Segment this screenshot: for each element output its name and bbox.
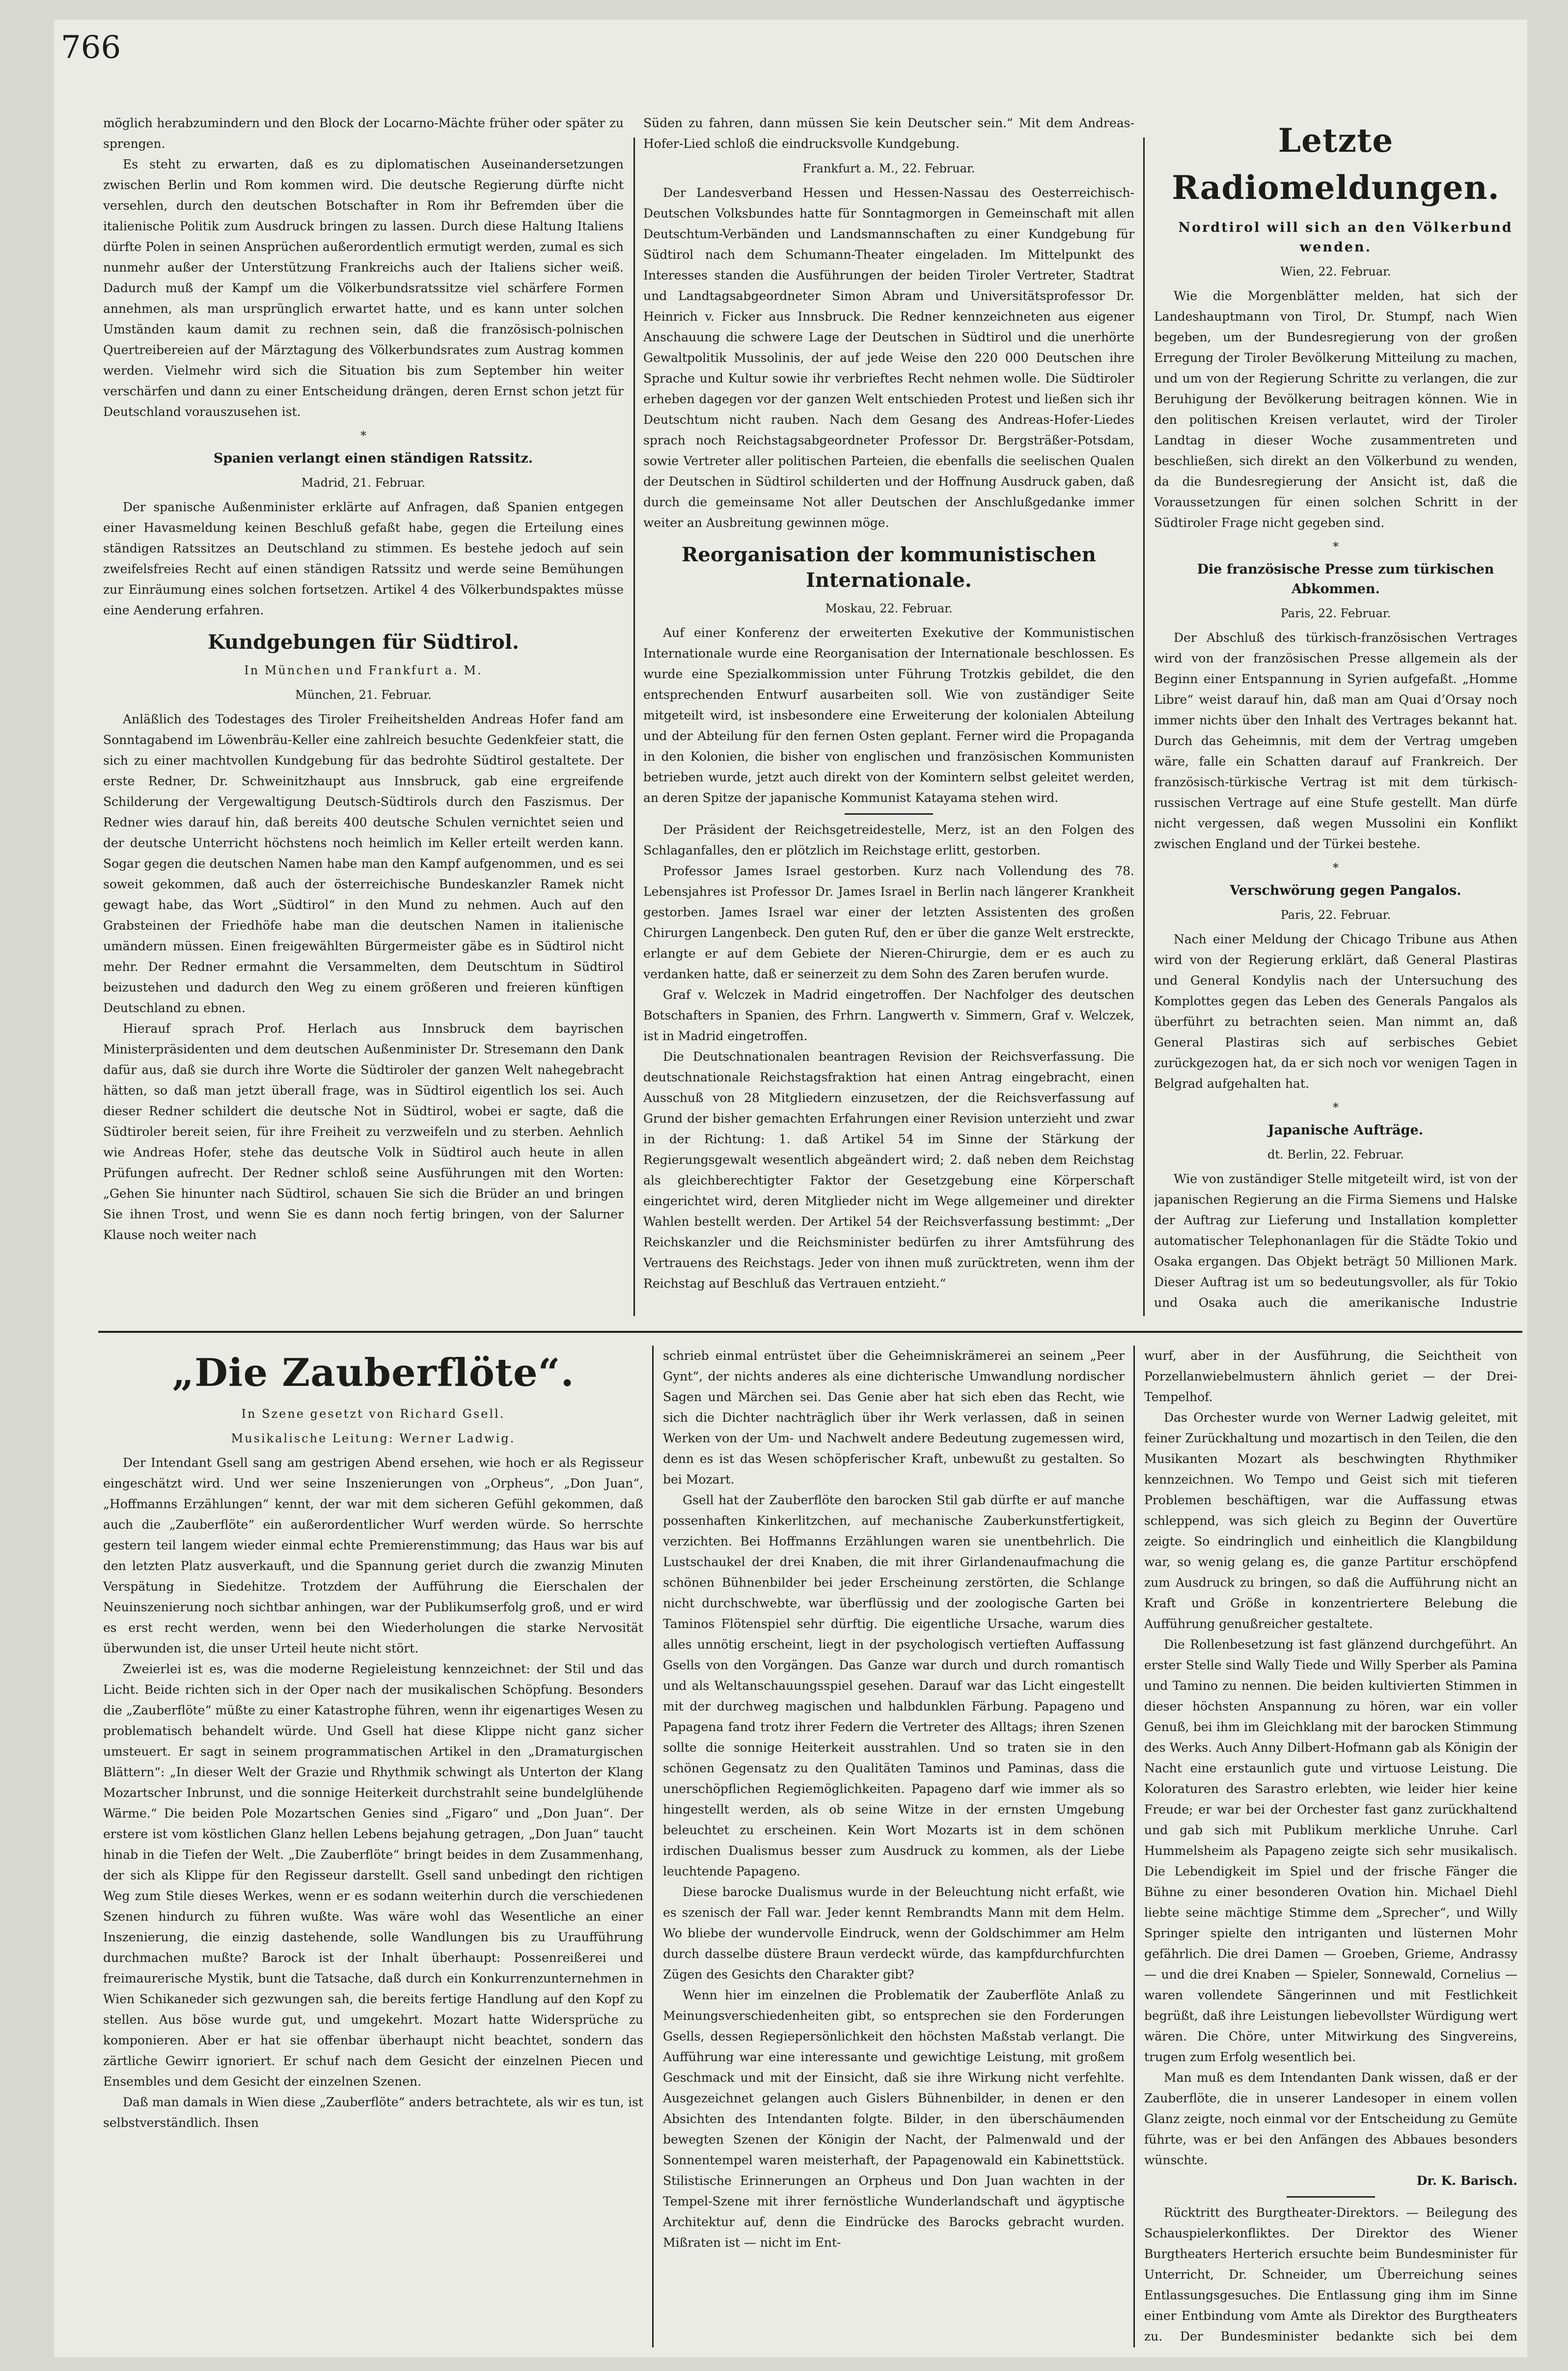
feuilleton-rule <box>98 1331 1522 1333</box>
section-title-radiomeldungen: Letzte Radiomeldungen. <box>1172 121 1500 207</box>
paragraph: wurf, aber in der Ausführung, die Seichtheit von Porzellanwiebelmustern ähnlich geriet — der Drei-Tempelhof. <box>1144 1349 1517 1404</box>
paragraph: Süden zu fahren, dann müssen Sie kein Deutscher sein.“ Mit dem Andreas-Hofer-Lied schloß die eindrucksvolle Kundgebung. <box>643 116 1134 151</box>
paragraph: Es steht zu erwarten, daß es zu diplomatischen Auseinandersetzungen zwischen Berlin und Rom kommen wird. Die deutsche Regierung dürfte nicht versehlen, durch den deutschen Botschafter in Rom ihr Befremden über die italienische Politik zum Ausdruck bringen zu lassen. Durch diese Haltung Italiens dürfte Polen in seinen Ansprüchen außerordentlich ermutigt werden, zumal es sich nunmehr außer der Unterstützung Frankreichs auch der Italiens sicher weiß. Dadurch muß der Kampf um die Völkerbundsratssitze viel schärfere Formen annehmen, als man ursprünglich erwartet hatte, und es kann unter solchen Umständen kaum damit zu rechnen sein, daß die französisch-polnischen Quertreibereien auf der Märztagung des Völkerbundsrates zum Austrag kommen werden. Vielmehr wird sich die Situation bis zum September hin weiter verschärfen und dann zu einer Entscheidung drängen, deren Ernst schon jetzt für Deutschland vorauszusehen ist. <box>103 157 624 419</box>
news-title: Verschwörung gegen Pangalos. <box>1230 883 1461 898</box>
feuilleton-column-3 <box>1144 1346 1517 2347</box>
article-title-kundgebungen: Kundgebungen für Südtirol. <box>208 631 519 654</box>
dateline: Paris, 22. Februar. <box>1280 908 1391 922</box>
paragraph: Graf v. Welczek in Madrid eingetroffen. Der Nachfolger des deutschen Botschafters in Spanien, des Frhrn. Langwerth v. Simmern, Graf v. Welczek, ist in Madrid eingetroffen. <box>643 988 1134 1043</box>
paragraph: Die Deutschnationalen beantragen Revision der Reichsverfassung. Die deutschnationale Reichstagsfraktion hat einen Antrag eingebracht, einen Ausschuß von 28 Mitgliedern einzusetzen, der die Reichsverfassung auf Grund der bisher gemachten Erfahrungen einer Revision unterzieht und zwar in der Richtung: 1. daß Artikel 54 im Sinne der Stärkung der Regierungsgewalt wesentlich abgeändert wird; 2. daß neben dem Reichstag als gleichberechtigter Faktor der Gesetzgebung eine Körperschaft eingerichtet wird, deren Mitglieder nicht im Wege allgemeiner und direkter Wahlen bestellt werden. Der Artikel 54 der Reichsverfassung bestimmt: „Der Reichskanzler und die Reichsminister bedürfen zu ihrer Amtsführung des Vertrauens des Reichstags. Jeder von ihnen muß zurücktreten, wenn ihm der Reichstag auf Beschluß das Vertrauen entzieht.“ <box>643 1049 1134 1291</box>
column-2 <box>643 113 1134 1311</box>
paragraph: Die Rollenbesetzung ist fast glänzend durchgeführt. An erster Stelle sind Wally Tiede und Willy Sperber als Pamina und Tamino zu nennen. Die beiden kultivierten Stimmen in dieser höchsten Anspannung zu hören, war ein voller Genuß, bei ihm im Gleichklang mit der barocken Stimmung des Werks. Auch Anny Dilbert-Hofmann gab als Königin der Nacht eine erstaunlich gute und virtuose Leistung. Die Koloraturen des Sarastro erlebten, wie leider hier keine Freude; er war bei der Orchester fast ganz zurückhaltend und gab sich mit Publikum merkliche Unruhe. Carl Hummelsheim als Papageno zeigte sich sehr musikalisch. Die Lebendigkeit im Spiel und der frische Fänger die Bühne zu einer besonderen Ovation hin. Michael Diehl liebte seine mächtige Stimme dem „Sprecher“, und Willy Springer spielte den intriganten und lüsternen Mohr gefährlich. Die drei Damen — Groeben, Grieme, Andrassy — und die drei Knaben — Spieler, Sonnewald, Cornelius — waren vollendete Sängerinnen und mit Festlichkeit begrüßt, daß ihre Leistungen liebevollster Würdigung wert wären. Die Chöre, unter Mitwirkung des Singvereins, trugen zum Erfolg wesentlich bei. <box>1144 1637 1517 2064</box>
feuilleton-title: „Die Zauberflöte“. <box>172 1351 575 1395</box>
dateline: Paris, 22. Februar. <box>1280 607 1391 620</box>
paragraph: Der Landesverband Hessen und Hessen-Nassau des Oesterreichisch-Deutschen Volksbundes hatte für Sonntagmorgen in Gemeinschaft mit allen Deutschtum-Verbänden und Landsmannschaften zu einer Kundgebung für Südtirol nach dem Schumann-Theater eingeladen. Im Mittelpunkt des Interesses standen die Ausführungen der beiden Tiroler Vertreter, Stadtrat und Landtagsabgeordneter Simon Abram und Universitätsprofessor Dr. Heinrich v. Ficker aus Innsbruck. Die Redner kennzeichneten aus eigener Anschauung die schwere Lage der Deutschen in Südtirol und die unerhörte Gewaltpolitik Mussolinis, der auf jede Weise den 220 000 Deutschen ihre Sprache und Kultur sowie ihr verbrieftes Recht nehmen wolle. Die Südtiroler erheben dagegen vor der ganzen Welt entschieden Protest und ließen sich ihr Deutschtum nicht rauben. Nach dem Gesang des Andreas-Hofer-Liedes sprach noch Reichstagsabgeordneter Professor Dr. Bergsträßer-Potsdam, sowie Vertreter aller politischen Parteien, die ebenfalls die seelischen Qualen der Deutschen in Südtirol schilderten und der Hoffnung Ausdruck gaben, daß durch die gemeinsame Not aller Deutschen der Anschlußgedanke immer weiter an Ausbreitung gewinnen möge. <box>643 186 1134 530</box>
dateline: Frankfurt a. M., 22. Februar. <box>802 162 975 175</box>
paragraph: Das Orchester wurde von Werner Ladwig geleitet, mit feiner Zurückhaltung und mozartisch in den Teilen, die den Musikanten Mozart als beschwingten Rhythmiker kennzeichnen. Wo Tempo und Geist sich mit tieferen Problemen beschäftigen, war die Auffassung etwas schleppend, was sich gleich zu Beginn der Ouvertüre zeigte. So eindringlich und einheitlich die Klangbildung war, so wenig gelang es, die ganze Partitur erschöpfend zum Ausdruck zu bringen, so daß die Aufführung nicht an Kraft und Größe in konzentriertere Belebung die Aufführung genußreicher gestaltete. <box>1144 1410 1517 1631</box>
paragraph: Zweierlei ist es, was die moderne Regieleistung kennzeichnet: der Stil und das Licht. Beide richten sich in der Oper nach der musikalischen Schöpfung. Besonders die „Zauberflöte“ müßte zu einer Katastrophe führen, wenn ihr eigenartiges Wesen zu problematisch behandelt würde. Und Gsell hat diese Klippe nicht ganz sicher umsteuert. Er sagt in seinem programmatischen Artikel in den „Dramaturgischen Blättern“: „In dieser Welt der Grazie und Rhythmik schwingt als Unterton der Klang Mozartscher Inbrunst, und die sonnige Heiterkeit durchstrahlt seine bundelglühende Wärme.“ Die beiden Pole Mozartschen Genies sind „Figaro“ und „Don Juan“. Der erstere ist vom köstlichen Glanz hellen Lebens bejahung getragen, „Don Juan“ taucht hinab in die Tiefen der Welt. „Die Zauberflöte“ bringt beides in dem Zusammenhang, der sich als Klippe für den Regisseur darstellt. Gsell sand unbedingt den richtigen Weg zum Stile dieses Werkes, wenn er es sodann weiterhin durch die verschiedenen Szenen hindurch zu führen wußte. Was wäre wohl das Wesentliche an einer Inszenierung, die einzig dastehende, solle Wandlungen bis zu Uraufführung durchmachen mußte? Barock ist der Inhalt überhaupt: Possenreißerei und freimaurerische Mystik, bunt die Tatsache, daß durch ein Konkurrenzunternehmen in Wien Schikaneder sich gezwungen sah, die bereits fertige Handlung auf den Kopf zu stellen. Aus böse wurde gut, und umgekehrt. Mozart hatte Widersprüche zu komponieren. Aber er hat sie offenbar überhaupt nicht beachtet, sondern das zärtliche Gewirr ignoriert. Er schuf nach dem Gesicht der einzelnen Piecen und Ensembles und dem Gesicht der einzelnen Szenen. <box>103 1662 643 2089</box>
news-title: Japanische Aufträge. <box>1267 1123 1424 1138</box>
paragraph: Der spanische Außenminister erklärte auf Anfragen, daß Spanien entgegen einer Havasmeldung keinen Beschluß gefaßt habe, gegen die Erteilung eines ständigen Ratssitzes an Deutschland zu stimmen. Es bestehe jedoch auf sein zweifelsfreies Recht auf einen ständigen Ratssitz und werde seine Bemühungen zur Einräumung eines solchen fortsetzen. Artikel 4 des Völkerbundspaktes müsse eine Aenderung erfahren. <box>103 500 624 617</box>
news-title: Nordtirol will sich an den Völkerbund wenden. <box>1178 220 1513 255</box>
credit: Musikalische Leitung: Werner Ladwig. <box>231 1432 516 1445</box>
feuilleton-column-1 <box>103 1346 643 2347</box>
paragraph: Wie die Morgenblätter melden, hat sich der Landeshauptmann von Tirol, Dr. Stumpf, nach Wien begeben, um der Bundesregierung von der großen Erregung der Tiroler Bevölkerung Mitteilung zu machen, und um von der Regierung Schritte zu verlangen, die zur Beruhigung der Bevölkerung beitragen können. Wie in den politischen Kreisen verlautet, wird der Tiroler Landtag in dieser Woche zusammentreten und beschließen, sich direkt an den Völkerbund zu wenden, da die Bundesregierung der Ansicht ist, daß die Voraussetzungen für einen solchen Schritt in der Südtiroler Frage nicht gegeben sind. <box>1154 289 1517 530</box>
dateline: Moskau, 22. Februar. <box>825 602 953 615</box>
divider <box>1287 2196 1375 2198</box>
paragraph: Daß man damals in Wien diese „Zauberflöte“ anders betrachtete, als wir es tun, ist selbstverständlich. Ihsen <box>103 2095 643 2130</box>
column-rule <box>1143 138 1145 1316</box>
paragraph: Diese barocke Dualismus wurde in der Beleuchtung nicht erfaßt, wie es szenisch der Fall war. Jeder kennt Rembrandts Mann mit dem Helm. Wo bliebe der wundervolle Eindruck, wenn der Goldschimmer am Helm durch dasselbe düstere Braun verdeckt würde, das kampfdurchfurchten Zügen des Gesichts den Charakter gibt? <box>663 1885 1125 1982</box>
credit: In Szene gesetzt von Richard Gsell. <box>241 1407 505 1421</box>
paragraph: Professor James Israel gestorben. Kurz nach Vollendung des 78. Lebensjahres ist Professor Dr. James Israel in Berlin nach längerer Krankheit gestorben. James Israel war einer der letzten Assistenten des großen Chirurgen Langenbeck. Den guten Ruf, den er über die ganze Welt erstreckte, erlangte er auf dem Gebiete der Nieren-Chirurgie, dem er es auch zu verdanken hatte, daß er seinerzeit zu dem Sohn des Zaren berufen wurde. <box>643 864 1134 981</box>
dateline: Madrid, 21. Februar. <box>301 476 426 490</box>
paragraph: Hierauf sprach Prof. Herlach aus Innsbruck dem bayrischen Ministerpräsidenten und dem deutschen Außenminister Dr. Stresemann den Dank dafür aus, daß sie durch ihre Worte die Südtiroler der ganzen Welt nahegebracht hätten, so daß man jetzt überall frage, was in Südtirol eigentlich los sei. Auch dieser Redner schildert die deutsche Not in Südtirol, wobei er sagte, daß die Südtiroler bereit seien, für ihre Freiheit zu verzweifeln und zu sterben. Aehnlich wie Andreas Hofer, stehe das deutsche Volk in Südtirol auch heute in allen Prüfungen aufrecht. Der Redner schloß seine Ausführungen mit den Worten: „Gehen Sie hinunter nach Südtirol, schauen Sie sich die Brüder an und bringen Sie ihnen Trost, und wenn Sie es dann noch fertig bringen, von der Salurner Klause noch weiter nach <box>103 1021 624 1242</box>
separator: * <box>1333 540 1339 553</box>
paragraph: Wenn hier im einzelnen die Problematik der Zauberflöte Anlaß zu Meinungsverschiedenheiten gibt, so entsprechen sie den Forderungen Gsells, dessen Regiepersönlichkeit den höchsten Maßstab verlangt. Die Aufführung war eine interessante und gewichtige Leistung, mit großem Geschmack und mit der Einsicht, daß sie ihre Wirkung nicht verfehlte. Ausgezeichnet gelangen auch Gislers Bühnenbilder, in denen er den Absichten des Intendanten folgte. Bilder, in den überschäumenden bewegten Szenen der Königin der Nacht, der Palmenwald und der Sonnentempel waren meisterhaft, der Papagenowald ein Kabinettstück. Stilistische Erinnerungen an Orpheus und Don Juan wachten in der Tempel-Szene mit ihrer fernöstliche Wunderlandschaft und ägyptische Architektur auf, denn die Eindrücke des Barocks gebracht wurden. Mißraten ist — nicht im Ent- <box>663 1988 1125 2250</box>
paragraph: Nach einer Meldung der Chicago Tribune aus Athen wird von der Regierung erklärt, daß General Plastiras und General Kondylis nach der Untersuchung des Komplottes gegen das Leben des Generals Pangalos als überführt zu betrachten seien. Man nimmt an, daß General Plastiras sich auf serbisches Gebiet zurückgezogen hat, da er sich noch vor wenigen Tagen in Belgrad aufgehalten hat. <box>1154 932 1517 1091</box>
separator: * <box>1333 861 1339 875</box>
page-number: 766 <box>61 29 121 66</box>
dateline: Wien, 22. Februar. <box>1280 265 1391 278</box>
paragraph: Anläßlich des Todestages des Tiroler Freiheitshelden Andreas Hofer fand am Sonntagabend im Löwenbräu-Keller eine zahlreich besuchte Gedenkfeier statt, die sich zu einer machtvollen Kundgebung für das bedrohte Südtirol gestaltete. Der erste Redner, Dr. Schweinitzhaupt aus Innsbruck, gab eine ergreifende Schilderung der Vergewaltigung Deutsch-Südtirols durch den Faszismus. Der Redner wies darauf hin, daß bereits 400 deutsche Schulen vernichtet seien und der deutsche Unterricht höchstens noch heimlich im Keller erteilt werden kann. Sogar gegen die deutschen Namen habe man den Kampf aufgenommen, und es sei soweit gekommen, daß auch der österreichische Bundeskanzler Ramek nicht gewagt habe, das Wort „Südtirol“ in den Mund zu nehmen. Auch auf den Grabsteinen der Friedhöfe habe man die deutschen Namen in italienische umändern müssen. Einen freigewählten Bürgermeister gäbe es in Südtirol nicht mehr. Der Redner ermahnt die Versammelten, dem Deutschtum in Südtirol beizustehen und dadurch den Weg zu einem größeren und freieren künftigen Deutschland zu ebnen. <box>103 712 624 1015</box>
separator: * <box>360 429 366 442</box>
column-rule <box>633 138 635 1316</box>
paragraph: Der Abschluß des türkisch-französischen Vertrages wird von der französischen Presse allgemein als der Beginn einer Entspannung in Syrien aufgefaßt. „Homme Libre“ weist darauf hin, daß man am Quai d’Orsay noch immer nichts über den Inhalt des Vertrages bekannt hat. Durch das Geheimnis, mit dem der Vertrag umgeben wäre, falle ein Schatten darauf auf Frankreich. Der französisch-türkische Vertrag ist mit dem türkisch-russischen Vertrage auf eine Stufe gestellt. Man dürfe nicht vergessen, daß wegen Mussolini ein Konflikt zwischen England und der Türkei bestehe. <box>1154 631 1517 851</box>
subtitle: In München und Frankfurt a. M. <box>244 663 483 677</box>
paragraph: Der Intendant Gsell sang am gestrigen Abend ersehen, wie hoch er als Regisseur eingeschätzt wird. Und wer seine Inszenierungen von „Orpheus“, „Don Juan“, „Hoffmanns Erzählungen“ kennt, der war mit dem sicheren Gefühl gekommen, daß auch die „Zauberflöte“ ein außerordentlicher Wurf werden würde. So herrschte gestern teil langem wieder einmal echte Premierenstimmung; das Haus war bis auf den letzten Platz ausverkauft, und die Spannung geriet durch die zwanzig Minuten Verspätung in Siedehitze. Trotzdem der Aufführung die Eierschalen der Neuinszenierung noch sichtbar anhingen, war der Publikumserfolg groß, und er wird es erst recht werden, wenn bei den Wiederholungen die starke Nervosität überwunden ist, die unser Urteil heute nicht stört. <box>103 1456 643 1655</box>
paragraph: Auf einer Konferenz der erweiterten Exekutive der Kommunistischen Internationale wurde eine Reorganisation der Internationale beschlossen. Es wurde eine Spezialkommission unter Führung Trotzkis gebildet, die den entsprechenden Entwurf ausarbeiten soll. Wie von zuständiger Seite mitgeteilt wird, ist insbesondere eine Erweiterung der kolonialen Abteilung und der Abteilung für den fernen Osten geplant. Ferner wird die Propaganda in den Kolonien, die bisher von englischen und französischen Kommunisten betrieben wurde, jetzt auch direkt von der Komintern selbst geleitet werden, an deren Spitze der japanische Kommunist Katayama stehen wird. <box>643 626 1134 805</box>
separator: * <box>1333 1101 1339 1114</box>
newspaper-page <box>54 20 1527 2357</box>
column-rule <box>1133 1346 1135 2347</box>
article-title-reorganisation: Reorganisation der kommunistischen Internationale. <box>682 543 1096 592</box>
paragraph: Gsell hat der Zauberflöte den barocken Stil gab dürfte er auf manche possenhaften Kinkerlitzchen, auf mechanische Zauberkunstfertigkeit, verzichten. Bei Hoffmanns Erzählungen waren sie unentbehrlich. Die Lustschaukel der drei Knaben, die mit ihrer Girlandenaufmachung die schönen Bühnenbilder bei jeder Erscheinung zerstörten, die Schlange nicht durchschwebte, war überflüssig und der zoologische Garten bei Taminos Flötenspiel sehr dürftig. Die eigentliche Ursache, warum dies alles unnötig erscheint, liegt in der psychologisch vertieften Auffassung Gsells von den Vorgängen. Das Ganze war durch und durch romantisch und als Weltanschauungsspiel gesehen. Darauf war das Licht eingestellt mit der durchweg magischen und halbdunklen Färbung. Papageno und Papagena fand trotz ihrer Federn die Vertreter des Alltags; ihren Szenen sollte die sonnige Heiterkeit ausstrahlen. Und so traten sie in den schönen Gegensatz zu den Qualitäten Taminos und Paminas, dass die unerschöpflichen Regiemöglichkeiten. Papageno darf wie immer als so hingestellt werden, als ob seine Witze in der ernsten Umgebung beleuchtet zu erscheinen. Kein Wort Mozarts ist in dem schönen irdischen Dualismus besser zum Ausdruck zu kommen, als der Liebe leuchtende Papageno. <box>663 1493 1125 1878</box>
news-title: Die französische Presse zum türkischen Abkommen. <box>1197 562 1494 597</box>
column-rule <box>652 1346 654 2347</box>
column-1 <box>103 113 624 1311</box>
paragraph: Rücktritt des Burgtheater-Direktors. — Beilegung des Schauspielerkonfliktes. Der Direktor des Wiener Burgtheaters Herterich ersuchte beim Bundesminister für Unterricht, Dr. Schneider, um Überreichung seines Entlassungsgesuches. Die Entlassung ging ihm im Sinne einer Entbindung vom Amte als Direktor des Burgtheaters zu. Der Bundesminister bedankte sich bei dem <box>1144 2206 1517 2343</box>
divider <box>845 813 933 815</box>
paragraph: Man muß es dem Intendanten Dank wissen, daß er der Zauberflöte, die in unserer Landesoper in einem vollen Glanz zeigte, noch einmal vor der Entscheidung zu Gemüte führte, was er bei den Anfängen des Abbaues besonders wünschte. <box>1144 2070 1517 2167</box>
section-title-spain: Spanien verlangt einen ständigen Ratssitz. <box>213 451 533 466</box>
feuilleton-column-2 <box>663 1346 1125 2347</box>
paragraph: schrieb einmal entrüstet über die Geheimniskrämerei an seinem „Peer Gynt“, der nichts anderes als eine dichterische Umwandlung nordischer Sagen und Märchen sei. Das Genie aber hat sich eben das Recht, wie sich die Dichter nachträglich über ihr Werk verlassen, daß in seinen Werken von der Um- und Nachwelt andere Bedeutung zugemessen wird, denn es ist das Wesen schöpferischer Kraft, unbewußt zu gestalten. So bei Mozart. <box>663 1349 1125 1487</box>
author-signature: Dr. K. Barisch. <box>1416 2174 1517 2188</box>
column-3 <box>1154 113 1517 1311</box>
paragraph: Wie von zuständiger Stelle mitgeteilt wird, ist von der japanischen Regierung an die Firma Siemens und Halske der Auftrag zur Lieferung und Installation kompletter automatischer Telephonanlagen für die Städte Tokio und Osaka ergangen. Das Objekt beträgt 50 Millionen Mark. Dieser Auftrag ist um so bedeutungsvoller, als für Tokio und Osaka auch die amerikanische Industrie <box>1154 1172 1517 1310</box>
paragraph: Der Präsident der Reichsgetreidestelle, Merz, ist an den Folgen des Schlaganfalles, den er plötzlich im Reichstage erlitt, gestorben. <box>643 823 1134 857</box>
dateline: dt. Berlin, 22. Februar. <box>1267 1148 1404 1161</box>
paragraph: möglich herabzumindern und den Block der Locarno-Mächte früher oder später zu sprengen. <box>103 116 624 151</box>
dateline: München, 21. Februar. <box>295 688 432 702</box>
